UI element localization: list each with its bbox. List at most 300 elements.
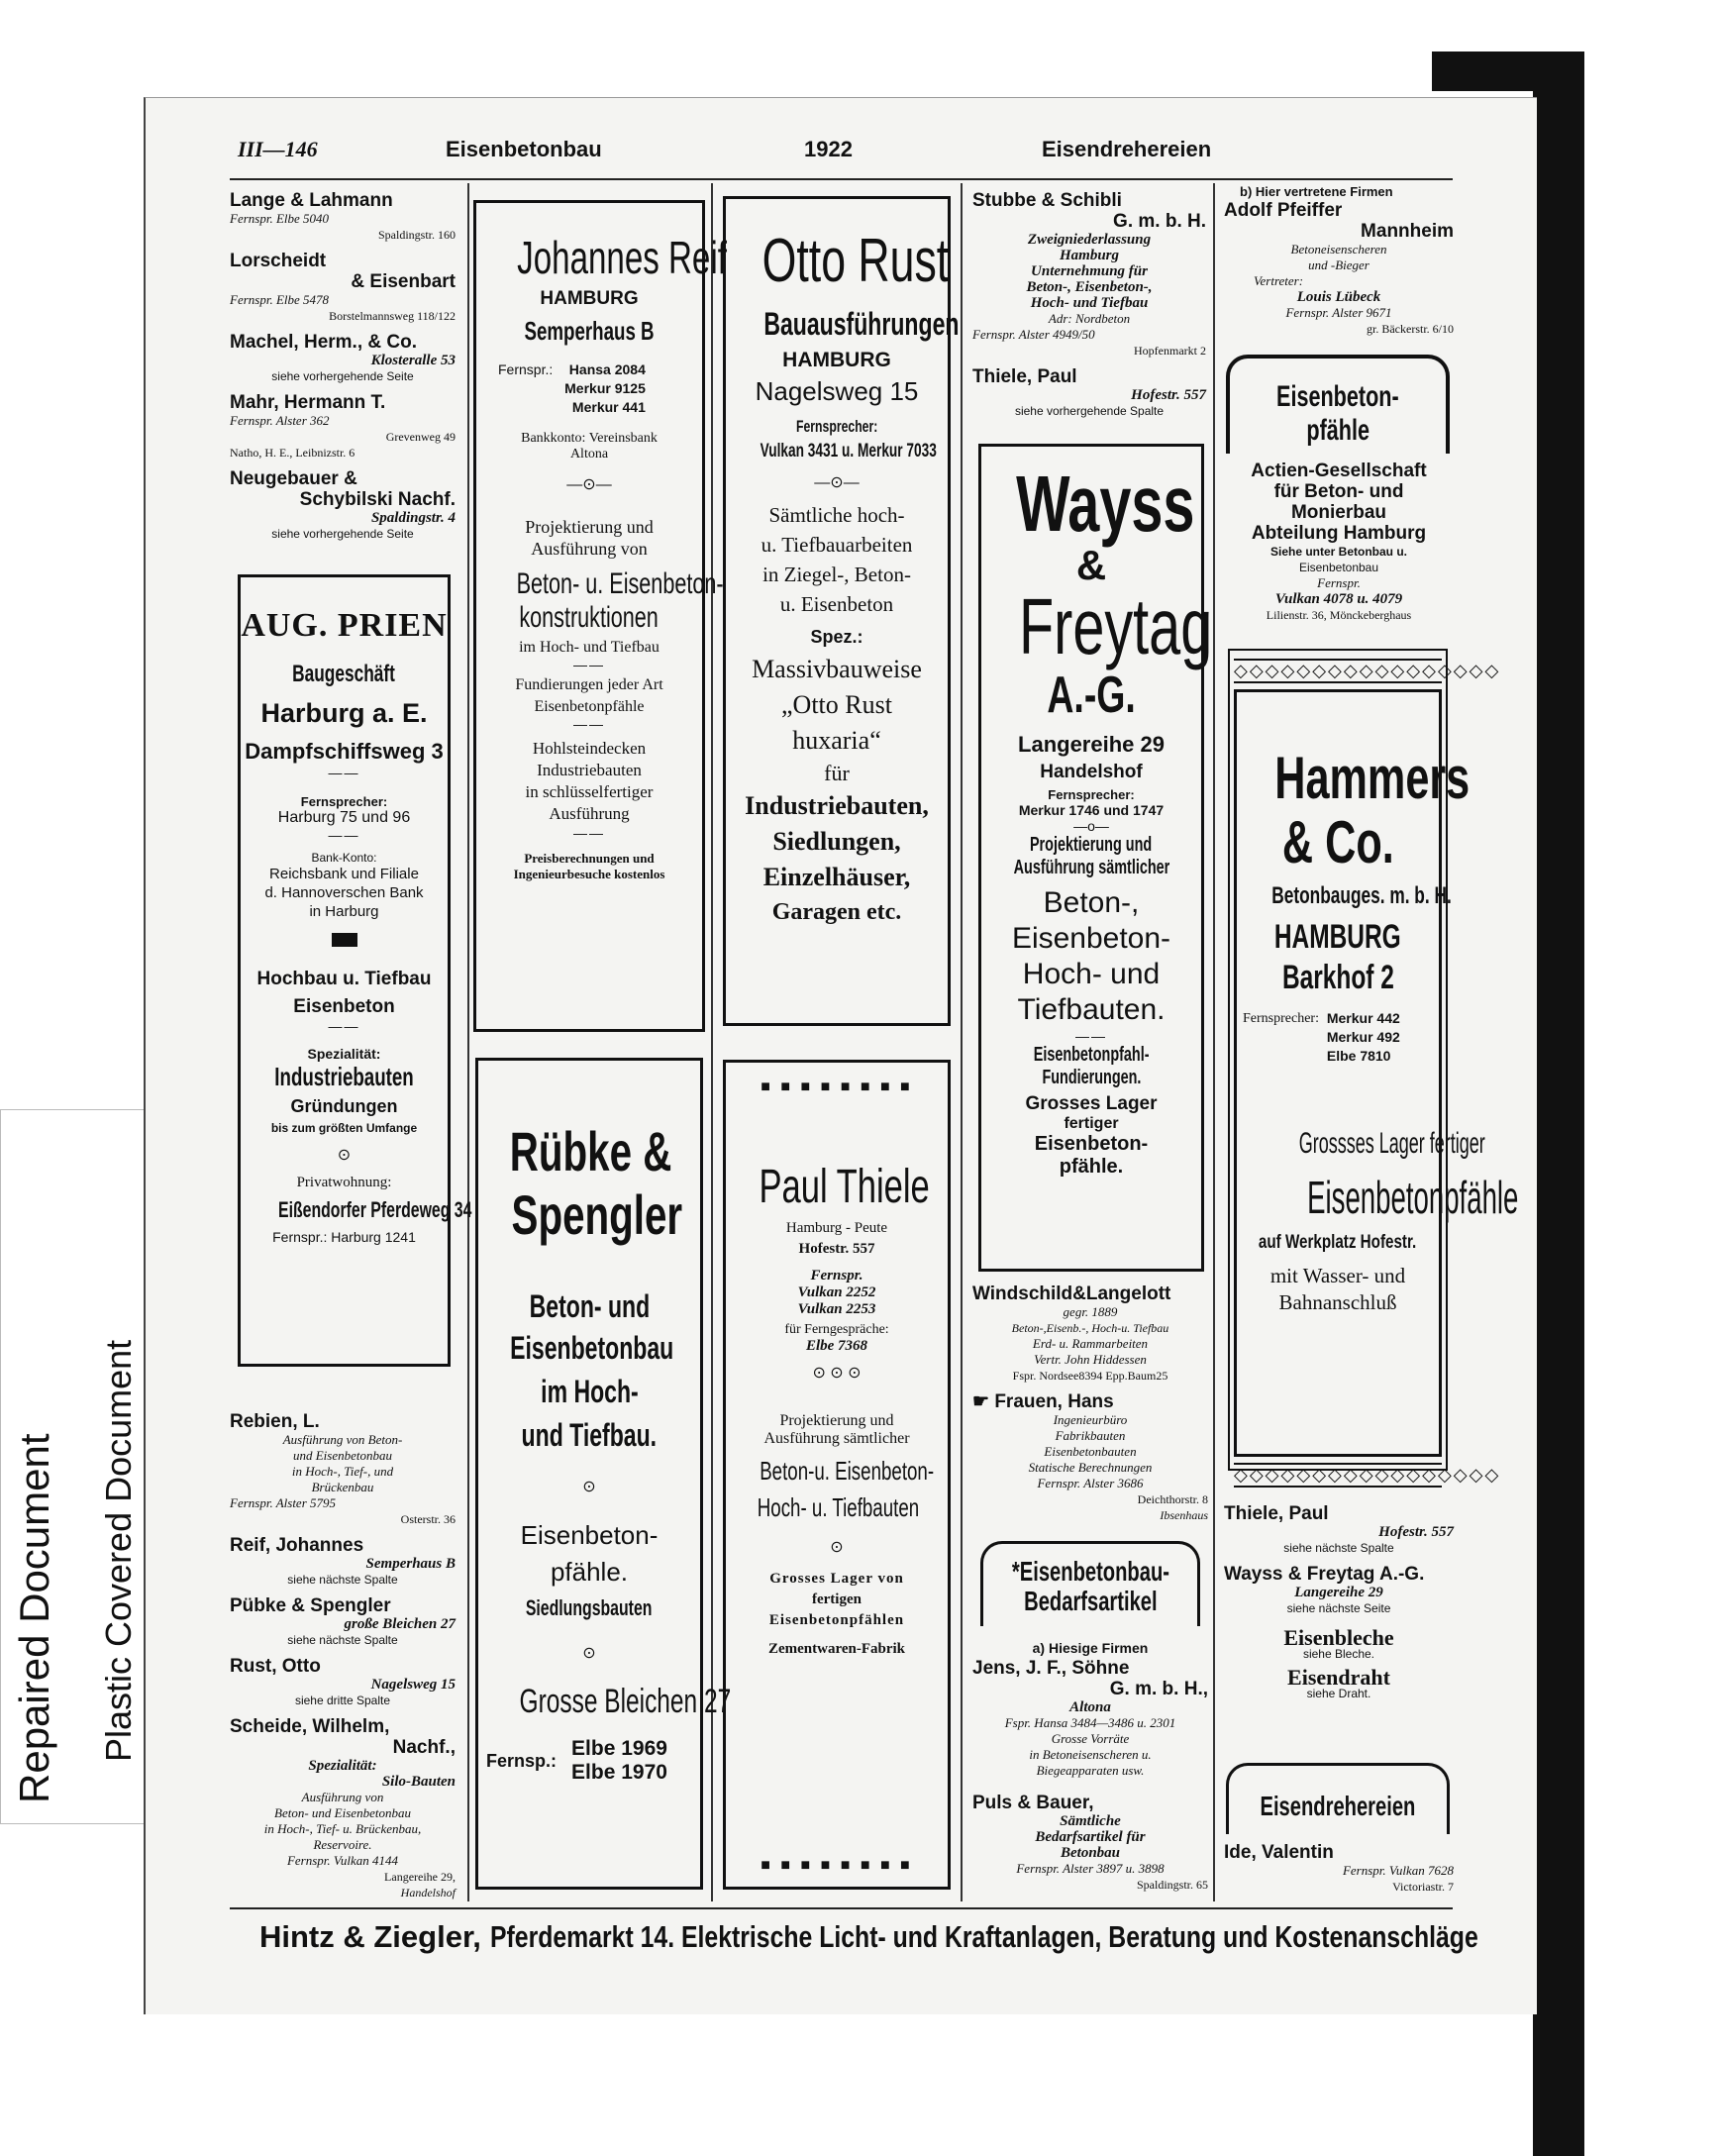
ad-reif-phone: Merkur 441 [571, 399, 646, 415]
column-divider [467, 183, 469, 1901]
listing-line: Sämtliche [1060, 1813, 1121, 1829]
separator: —— [328, 765, 360, 780]
listing-phone: Fspr. Nordsee8394 Epp.Baum25 [1012, 1369, 1168, 1383]
listing-name: Wayss & Freytag A.-G. [1224, 1564, 1425, 1585]
ad-rubke-line: Beton- und [529, 1288, 650, 1324]
listing-entry [972, 1793, 1208, 1893]
listing-address: Victoriastr. 7 [1392, 1880, 1454, 1894]
ad-rust-line: Industriebauten, [745, 791, 929, 820]
listing-entry [230, 251, 456, 324]
separator: —— [1075, 1028, 1107, 1044]
listing-name: Rebien, L. [230, 1411, 320, 1432]
header-right: Eisendrehereien [1042, 137, 1212, 161]
ad-rubke-line: und Tiefbau. [521, 1417, 658, 1453]
listing-line: Siehe unter Betonbau u. [1269, 545, 1407, 559]
subsection-heading: b) Hier vertretene Firmen [1240, 184, 1393, 199]
repair-label-line2: Plastic Covered Document [98, 1339, 139, 1762]
listing-name: Scheide, Wilhelm, [230, 1716, 390, 1737]
listing-name: Lange & Lahmann [230, 190, 393, 211]
listing-name: G. m. b. H. [1113, 211, 1206, 232]
section-title-line: Bedarfsartikel [1023, 1586, 1158, 1616]
listing-name: für Beton- und [1273, 481, 1404, 502]
ad-prien-spez-item: Industriebauten [274, 1062, 414, 1091]
section-title-bedarfsartikel [980, 1557, 1200, 1616]
listing-line: Natho, H. E., Leibnizstr. 6 [230, 446, 355, 460]
listing-column-3-bottom [972, 1283, 1208, 1531]
listing-line: Ingenieurbüro [1053, 1412, 1128, 1427]
ad-reif-phone: Merkur 9125 [564, 380, 646, 396]
section-title-line: pfähle [1306, 414, 1370, 447]
ad-otto-rust [723, 196, 960, 1026]
diamond-border-row: ◇◇◇◇◇◇◇◇◇◇◇◇◇◇◇◇◇ [1234, 661, 1501, 681]
listing-address: Osterstr. 36 [400, 1512, 456, 1526]
ad-prien-bank: Reichsbank und Filiale [269, 866, 419, 882]
listing-entry [230, 190, 456, 243]
ad-prien-spez-item: Gründungen [290, 1096, 398, 1116]
ad-wayss-freytag [978, 444, 1213, 1272]
ad-wayss-line: pfähle. [1059, 1156, 1124, 1178]
listing-note: siehe nächste Seite [1286, 1601, 1391, 1615]
ad-wayss-name: A.-G. [1047, 667, 1136, 724]
ad-thiele-phone-label: Fernspr. [810, 1268, 863, 1283]
listing-note: siehe Bleche. [1302, 1647, 1375, 1661]
listing-line: Grosse Vorräte [1051, 1731, 1130, 1746]
listing-address: Spaldingstr. 4 [370, 510, 456, 526]
listing-line: Beton- und Eisenbetonbau [274, 1805, 411, 1820]
ad-reif-phone: Hansa 2084 [568, 361, 646, 377]
ad-thiele-line: Hoch- u. Tiefbauten [757, 1492, 920, 1522]
ad-wayss-name: Wayss [1016, 460, 1195, 548]
listing-actien [1224, 461, 1454, 623]
listing-name: Windschild&Langelott [972, 1283, 1171, 1304]
listing-line: Ausführung von [301, 1790, 384, 1804]
ad-prien-name: AUG. PRIEN [241, 607, 448, 644]
ad-thiele-line: für Ferngespräche: [784, 1322, 889, 1337]
listing-note: siehe Draht. [1306, 1687, 1371, 1700]
listing-line: Eisenbetonbauten [1044, 1444, 1137, 1459]
listing-line: Altona [1069, 1699, 1111, 1715]
listing-line: Hoch- und Tiefbau [1030, 295, 1149, 311]
ad-prien-priv-addr: Eißendorfer Pferdeweg 34 [277, 1197, 472, 1222]
ad-reif-line: Industriebauten [537, 761, 642, 779]
listing-name: Abteilung Hamburg [1251, 523, 1427, 544]
separator: —— [328, 827, 360, 843]
listing-line: Vertreter: [1254, 273, 1304, 288]
ad-wayss-line: Hoch- und [1022, 958, 1161, 990]
listing-entry [230, 1535, 456, 1588]
footer-text: Pferdemarkt 14. Elektrische Licht- und Kraftanlagen, Beratung und Kostenanschläge [489, 1919, 1478, 1954]
header-year: 1922 [804, 137, 853, 161]
listing-column-1-bottom [230, 1411, 456, 1908]
listing-line: Fernspr. [1317, 575, 1361, 590]
ad-rust-line: Garagen etc. [771, 899, 902, 925]
circle-dot-icon: ⊙ [582, 1479, 596, 1495]
ad-rust-line: Siedlungen, [772, 827, 901, 856]
listing-name: Stubbe & Schibli [972, 190, 1122, 211]
ad-reif-line: Ausführung [549, 804, 630, 823]
listing-line: in Hoch-, Tief- u. Brückenbau, [263, 1821, 422, 1836]
listing-phone: Fernspr. Vulkan 4144 [286, 1853, 399, 1868]
ad-wayss-phone: Merkur 1746 und 1747 [1018, 802, 1165, 818]
listing-line: Reservoire. [313, 1837, 372, 1852]
ad-reif-line: Fundierungen jeder Art [515, 676, 663, 693]
circle-dot-icon: ⊙ [830, 1539, 844, 1556]
listing-phone: Fernspr. Alster 9671 [1285, 305, 1392, 320]
square-border-row: ■ ■ ■ ■ ■ ■ ■ ■ [761, 1078, 913, 1095]
ad-prien-address: Dampfschiffsweg 3 [245, 739, 444, 764]
section-title-line: Eisenbetonbau- [1019, 1556, 1169, 1587]
ad-hammers [1228, 649, 1519, 1486]
listing-column-1-top [230, 190, 456, 550]
ad-wayss-name: Freytag [1018, 582, 1213, 670]
ad-prien-phone-label: Fernsprecher: [300, 794, 388, 809]
listing-address: Hofestr. 557 [1378, 1524, 1454, 1540]
listing-name: Machel, Herm., & Co. [230, 332, 417, 353]
listing-name: Thiele, Paul [1224, 1503, 1329, 1524]
ad-hammers-phone-label: Fernsprecher: [1243, 1011, 1319, 1026]
ad-rubke-address: Grosse Bleichen 27 [519, 1683, 732, 1720]
ad-prien-work: Eisenbeton [293, 996, 395, 1017]
ad-hammers-line: Bahnanschluß [1278, 1290, 1397, 1314]
listing-line: in Hoch-, Tief-, und [291, 1464, 394, 1479]
section-title-line: Eisendrehereien [1260, 1791, 1416, 1821]
listing-entry [230, 392, 456, 461]
ad-rust-line: Einzelhäuser, [762, 863, 911, 891]
listing-entry [972, 366, 1206, 419]
ad-reif-line: Eisenbetonpfähle [534, 698, 645, 715]
ad-thiele-line: Projektierung und [779, 1412, 894, 1429]
listing-name: G. m. b. H., [1109, 1679, 1208, 1699]
listing-entry [972, 1658, 1208, 1779]
ad-reif-line: Ausführung von [531, 539, 648, 559]
ad-rubke-phone-label: Fernsp.: [486, 1750, 558, 1771]
listing-phone: Fernspr. Vulkan 7628 [1342, 1863, 1454, 1878]
ad-rust-address: Nagelsweg 15 [755, 376, 919, 406]
listing-entry [1224, 1625, 1454, 1662]
ad-prien-phone: Harburg 75 und 96 [277, 809, 411, 826]
circle-dot-icon: ⊙ [582, 1645, 596, 1662]
ad-reif-house: Semperhaus B [524, 316, 655, 346]
listing-entry [230, 1411, 456, 1527]
ad-thiele-name: Paul Thiele [759, 1161, 930, 1213]
circle-dot-icon: ⊙ ⊙ ⊙ [812, 1365, 862, 1382]
listing-address: Nagelsweg 15 [370, 1677, 456, 1693]
circle-dot-icon: ⊙ [337, 1147, 352, 1164]
ad-reif-line: Hohlsteindecken [532, 739, 647, 758]
listing-note: siehe dritte Spalte [294, 1694, 391, 1707]
listing-eisendrehereien [1224, 1842, 1454, 1895]
listing-name: Actien-Gesellschaft [1251, 461, 1427, 481]
listing-entry [972, 1283, 1208, 1384]
ad-rust-line: Bauausführungen [763, 306, 960, 342]
separator: —o— [1073, 818, 1109, 834]
ad-rubke-line: Eisenbeton- [520, 1520, 659, 1550]
envelope-icon [332, 933, 357, 947]
listing-name: Eisendraht [1287, 1665, 1390, 1690]
ad-prien-priv-phone: Fernspr.: Harburg 1241 [272, 1229, 416, 1245]
ad-hammers-phone: Merkur 492 [1326, 1029, 1400, 1045]
listing-line: Biegeapparaten usw. [1036, 1763, 1145, 1778]
listing-line: Unternehmung für [1031, 263, 1148, 279]
listing-address: Langereihe 29, [384, 1870, 456, 1884]
ad-wayss-line: Beton-, [1043, 886, 1140, 919]
ad-rubke-spengler [475, 1058, 732, 1890]
listing-entry [1224, 1665, 1454, 1701]
ad-wayss-line: Eisenbeton- [1011, 922, 1171, 955]
listing-name: Schybilski Nachf. [299, 489, 456, 510]
ad-wayss-line: fertiger [1064, 1115, 1119, 1132]
ad-wayss-line: Ausführung sämtlicher [1013, 857, 1169, 878]
ad-wayss-line: Eisenbetonpfahl- [1033, 1044, 1150, 1066]
listing-column-3-top [972, 190, 1206, 427]
ad-rubke-phone: Elbe 1970 [571, 1761, 667, 1784]
ad-wayss-line: Projektierung und [1030, 834, 1153, 856]
listing-name: Adolf Pfeiffer [1224, 200, 1343, 221]
listing-name: Mannheim [1361, 221, 1454, 242]
listing-address: Grevenweg 49 [385, 430, 456, 444]
ad-thiele-line: Beton-u. Eisenbeton- [760, 1456, 935, 1486]
ad-reif-name: Johannes Reif [517, 232, 727, 283]
listing-line: Silo-Bauten [381, 1774, 456, 1790]
listing-entry [230, 1656, 456, 1708]
listing-column-4-bottom [1224, 1503, 1454, 1709]
ad-reif-bank: Bankkonto: Vereinsbank [521, 431, 658, 446]
footer-ad [259, 1919, 1725, 1955]
pointing-hand-icon: ☛ [972, 1391, 990, 1412]
ad-prien-line: Baugeschäft [292, 661, 396, 687]
ad-hammers-phone: Merkur 442 [1326, 1010, 1400, 1026]
ad-rubke-line: Eisenbetonbau [510, 1330, 674, 1366]
ad-wayss-line: Tiefbauten. [1017, 993, 1166, 1026]
listing-line: Louis Lübeck [1296, 289, 1381, 305]
listing-name: Jens, J. F., Söhne [972, 1658, 1130, 1679]
listing-name: Puls & Bauer, [972, 1793, 1094, 1813]
listing-phone: Fernspr. Alster 5795 [230, 1495, 337, 1510]
scan-edge-right [1533, 91, 1584, 2156]
ad-prien-priv: Privatwohnung: [296, 1175, 392, 1190]
ad-hammers-name: & Co. [1281, 809, 1394, 875]
ad-wayss-line: Fundierungen. [1041, 1067, 1141, 1088]
listing-line: Betoneisenscheren [1290, 242, 1387, 257]
listing-address: gr. Bäckerstr. 6/10 [1367, 322, 1454, 336]
listing-note: siehe nächste Spalte [287, 1633, 398, 1647]
listing-name: Pübke & Spengler [230, 1595, 391, 1616]
ad-johannes-reif [473, 200, 727, 1032]
listing-address: Handelshof [400, 1886, 456, 1899]
listing-address: Semperhaus B [365, 1556, 456, 1572]
listing-address: Spaldingstr. 65 [1136, 1878, 1208, 1892]
listing-note: siehe vorhergehende Seite [271, 369, 414, 383]
ad-rust-phone-label: Fernsprecher: [795, 417, 878, 436]
ad-reif-city: HAMBURG [540, 288, 639, 309]
header-rule [230, 178, 1453, 180]
listing-address: Ibsenhaus [1160, 1508, 1208, 1522]
listing-note: siehe nächste Spalte [287, 1573, 398, 1587]
ad-rust-line: für [824, 761, 850, 785]
listing-line: Zweigniederlassung [1027, 232, 1152, 248]
listing-address: Lilienstr. 36, Mönckeberghaus [1266, 608, 1412, 622]
ad-paul-thiele [723, 1060, 951, 1890]
ad-thiele-line: Hamburg - Peute [785, 1220, 888, 1236]
ad-rust-line: Massivbauweise [752, 655, 922, 683]
listing-name: Mahr, Hermann T. [230, 392, 386, 413]
ad-thiele-line: Hofestr. 557 [798, 1241, 875, 1257]
ad-rubke-name: Spengler [511, 1183, 683, 1246]
ad-prien-bank: Bank-Konto: [311, 851, 377, 865]
ad-prien-spez-item: bis zum größten Umfange [270, 1121, 418, 1135]
ad-wayss-line: Eisenbeton- [1034, 1133, 1149, 1155]
listing-phone: Fernspr. Elbe 5478 [230, 292, 330, 307]
ad-hammers-line: Grossses Lager fertiger [1298, 1127, 1485, 1160]
listing-address: Klosteralle 53 [370, 353, 456, 368]
asterisk-icon: * [1011, 1556, 1020, 1587]
ad-thiele-phone: Elbe 7368 [805, 1338, 868, 1354]
square-border-row: ■ ■ ■ ■ ■ ■ ■ ■ [761, 1857, 913, 1874]
ad-reif-line: Ingenieurbesuche kostenlos [513, 867, 665, 881]
diamond-border-row: ◇◇◇◇◇◇◇◇◇◇◇◇◇◇◇◇◇ [1234, 1465, 1501, 1486]
subsection-heading: a) Hiesige Firmen [1032, 1640, 1149, 1656]
ad-thiele-line: Ausführung sämtlicher [763, 1430, 910, 1447]
listing-phone: Fernspr. Alster 4949/50 [972, 327, 1095, 342]
listing-phone: Fernspr. Alster 362 [230, 413, 330, 428]
listing-name: Rust, Otto [230, 1656, 321, 1677]
repair-label-line1: Repaired Document [11, 1433, 57, 1803]
listing-phone: Fernspr. Elbe 5040 [230, 211, 330, 226]
section-title-line: Eisenbeton- [1276, 380, 1399, 413]
listing-entry [1224, 1564, 1454, 1616]
ad-rust-line: in Ziegel-, Beton- [762, 563, 911, 586]
listing-column-4-top [1224, 184, 1454, 345]
column-divider [711, 183, 713, 1901]
listing-entry [230, 468, 456, 542]
ad-rubke-phone: Elbe 1969 [571, 1737, 667, 1760]
ad-prien-city: Harburg a. E. [260, 698, 428, 728]
separator: —⊙— [566, 476, 612, 493]
ad-rubke-name: Rübke & [509, 1120, 672, 1182]
listing-entry [972, 1391, 1208, 1523]
listing-entry [230, 1595, 456, 1648]
listing-line: Betonbau [1060, 1845, 1120, 1861]
ad-prien-spez: Spezialität: [307, 1046, 381, 1062]
ad-thiele-line: Zementwaren-Fabrik [767, 1641, 906, 1657]
listing-line: Spezialität: [308, 1758, 377, 1774]
listing-address: Spaldingstr. 160 [377, 228, 456, 242]
listing-address: Langereihe 29 [1294, 1585, 1383, 1600]
listing-entry [230, 1716, 456, 1900]
ad-hammers-line: Eisenbetonpfähle [1307, 1172, 1519, 1223]
ad-rust-line: „Otto Rust [781, 690, 892, 719]
listing-note: siehe nächste Spalte [1283, 1541, 1394, 1555]
ad-prien-bank: in Harburg [309, 903, 379, 920]
listing-entry [1224, 200, 1454, 337]
listing-line: Beton-, Eisenbeton-, [1026, 279, 1153, 295]
listing-line: Vertr. John Hiddessen [1034, 1352, 1147, 1367]
column-divider [1213, 183, 1215, 1901]
listing-entry [972, 190, 1206, 359]
ad-hammers-address: Barkhof 2 [1281, 959, 1394, 996]
listing-phone: Fernspr. Alster 3686 [1037, 1476, 1144, 1490]
ad-hammers-phone: Elbe 7810 [1326, 1048, 1391, 1064]
ad-hammers-city: HAMBURG [1274, 918, 1401, 956]
listing-note: siehe vorhergehende Spalte [1014, 404, 1165, 418]
ad-rust-line: Sämtliche hoch- [768, 503, 905, 527]
listing-entry [230, 332, 456, 384]
ad-prien [238, 574, 472, 1367]
listing-phone: Fernspr. Alster 3897 u. 3898 [1016, 1861, 1165, 1876]
listing-line: und -Bieger [1308, 257, 1370, 272]
listing-name: Nachf., [392, 1737, 456, 1758]
listing-column-3-bedarf [972, 1640, 1208, 1900]
listing-entry [1224, 1503, 1454, 1556]
ad-thiele-line: Grosses Lager von [769, 1571, 904, 1587]
ad-thiele-phone: Vulkan 2252 [797, 1284, 876, 1300]
ad-hammers-line: Betonbauges. m. b. H. [1271, 882, 1452, 909]
separator: —⊙— [814, 474, 860, 491]
ad-hammers-line: mit Wasser- und [1269, 1264, 1406, 1287]
listing-name: Ide, Valentin [1224, 1842, 1334, 1863]
header-left: Eisenbetonbau [446, 137, 602, 161]
ad-rust-spez: Spez.: [810, 627, 863, 647]
ad-wayss-address: Handelshof [1040, 762, 1143, 782]
ad-rubke-line: Siedlungsbauten [526, 1595, 653, 1620]
listing-address: Hofestr. 557 [1131, 387, 1206, 403]
section-title-eisendrehereien [1226, 1791, 1450, 1822]
listing-phone: Fspr. Hansa 3484—3486 u. 2301 [1004, 1715, 1176, 1730]
ad-thiele-line: Eisenbetonpfählen [768, 1612, 905, 1628]
listing-line: und Eisenbetonbau [292, 1448, 392, 1463]
ad-wayss-address: Langereihe 29 [1018, 732, 1165, 757]
listing-line: in Betoneisenscheren u. [1029, 1747, 1152, 1762]
listing-note: siehe vorhergehende Seite [271, 527, 414, 541]
ad-reif-line: Projektierung und [525, 517, 654, 537]
ad-thiele-phone: Vulkan 2253 [797, 1301, 876, 1317]
listing-line: Adr: Nordbeton [1048, 311, 1131, 326]
ad-hammers-name: Hammers [1274, 745, 1471, 811]
listing-address: Deichthorstr. 8 [1137, 1492, 1208, 1506]
ad-wayss-phone-label: Fernsprecher: [1048, 787, 1135, 802]
ad-rubke-line: pfähle. [550, 1557, 629, 1587]
listing-name: Reif, Johannes [230, 1535, 364, 1556]
ad-reif-line: in schlüsselfertiger [525, 782, 654, 801]
ad-reif-line: im Hoch- und Tiefbau [519, 639, 660, 656]
footer-name: Hintz & Ziegler, [259, 1919, 481, 1954]
ad-thiele-line: fertigen [812, 1591, 862, 1607]
ad-rust-name: Otto Rust [761, 227, 950, 295]
listing-name: & Eisenbart [351, 271, 456, 292]
ad-prien-work: Hochbau u. Tiefbau [256, 969, 432, 989]
listing-line: Ausführung von Beton- [282, 1432, 403, 1447]
repair-label [0, 1109, 151, 1824]
ad-reif-line: Preisberechnungen und [524, 851, 655, 866]
ad-rust-line: u. Tiefbauarbeiten [761, 533, 913, 557]
separator: —— [328, 1018, 360, 1034]
listing-line: Brückenbau [311, 1480, 374, 1494]
page-number: III—146 [238, 137, 318, 161]
listing-line: Hamburg [1059, 248, 1119, 263]
column-divider [961, 183, 963, 1901]
listing-name: Monierbau [1290, 502, 1387, 523]
ad-reif-phone-label: Fernspr.: [498, 361, 554, 377]
ad-rust-line: huxaria“ [792, 726, 881, 755]
ad-rust-city: HAMBURG [782, 349, 891, 371]
listing-name: Eisenbleche [1283, 1625, 1394, 1650]
separator: —— [573, 825, 605, 841]
ad-wayss-line: Grosses Lager [1025, 1093, 1158, 1114]
listing-name: Frauen, Hans [994, 1391, 1114, 1412]
section-title-pfaehle [1226, 380, 1450, 448]
ad-reif-bank: Altona [569, 447, 609, 462]
listing-phone: Vulkan 4078 u. 4079 [1274, 591, 1403, 607]
